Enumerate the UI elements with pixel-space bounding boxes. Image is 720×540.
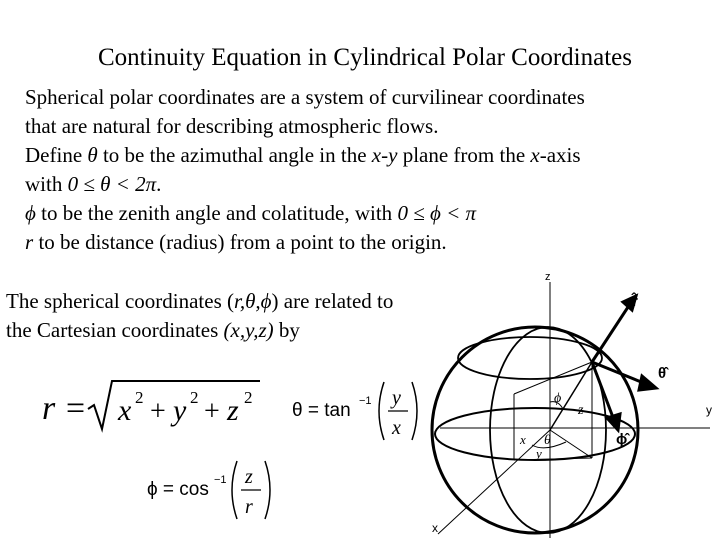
spherical-coordinates-figure [420,262,720,540]
projection-box-top [514,362,592,394]
plane-text: plane from the [397,143,531,167]
r-formula [38,375,268,435]
slide-title: Continuity Equation in Cylindrical Polar Coordinates [98,44,632,71]
phi-formula-inverse: −1 [214,474,227,486]
theta-angle-label: θ [544,433,551,448]
r-formula-y-sq: 2 [190,388,199,407]
x-axis-label: x [432,521,438,535]
theta-hat-arrowhead [639,376,656,390]
r-hat-label: r̂ [632,293,638,310]
phi-angle-label: ϕ [554,391,562,406]
relation-line-2 [6,316,476,345]
r-formula-y: y [173,394,187,427]
r-formula-x-sq: 2 [135,388,144,407]
paragraph-line-3 [25,141,715,170]
paragraph-line-6 [25,228,715,257]
r-formula-x: x [118,394,132,427]
phi-numerator: z [245,466,253,488]
theta-symbol: θ [87,143,98,167]
intro-paragraph [25,83,715,257]
r-formula-plus-1: + [150,396,166,427]
r-hat-vector [592,304,630,362]
relation-text-c: ) are related to [271,289,394,313]
theta-formula-lhs: θ = tan [292,400,351,421]
y-component-label: y [536,446,542,461]
r-formula-plus-2: + [204,396,220,427]
relation-text-d: the Cartesian coordinates [6,318,224,342]
paragraph-line-4 [25,170,715,199]
phi-formula [143,457,283,523]
phi-range: 0 ≤ ϕ < π [397,201,477,225]
x-axis-letter: x [530,143,540,167]
relation-text-a: The spherical coordinates ( [6,289,234,313]
right-paren [412,382,417,440]
theta-range: 0 ≤ θ < 2π [67,172,157,196]
radius-text: to be distance (radius) from a point to the origin. [33,230,447,254]
phi-denominator: r [245,496,253,518]
relation-text-by: by [273,318,300,342]
period: . [156,172,162,196]
left-paren [232,461,237,519]
paragraph-line-5 [25,199,715,228]
relation-text [6,287,476,345]
paragraph-line-2: that are natural for describing atmospheric flows. [25,114,439,138]
spherical-tuple: r,θ,ϕ [234,289,272,313]
theta-formula-inverse: −1 [359,395,372,407]
theta-hat-label: θ̂ [658,365,667,382]
with-text: with [25,172,68,196]
z-component-label: z [578,403,584,418]
cartesian-tuple: (x,y,z) [223,318,274,342]
phi-formula-lhs: ϕ = cos [147,479,209,500]
meridian-ellipse [490,327,606,533]
phi-symbol: ϕ [25,201,36,225]
define-word: Define [25,143,83,167]
x-component-label: x [520,432,526,447]
xy-plane-label: x-y [371,143,398,167]
r-formula-z-sq: 2 [244,388,253,407]
axis-text: -axis [539,143,581,167]
zenith-text: to be the zenith angle and colatitude, with [35,201,398,225]
r-formula-lhs: r = [42,390,87,427]
theta-formula [288,378,428,444]
azimuth-text: to be the azimuthal angle in the [97,143,372,167]
left-paren [379,382,384,440]
z-axis-label: z [545,271,551,283]
paragraph-line-1: Spherical polar coordinates are a system of curvilinear coordinates [25,85,585,109]
right-paren [265,461,270,519]
projection-line [550,430,592,458]
theta-denominator: x [392,417,401,439]
phi-hat-label: ϕ̂ [616,431,628,448]
r-symbol: r [25,230,34,254]
y-axis-label: y [706,403,712,417]
sphere-outline [432,327,638,533]
relation-line-1 [6,287,476,316]
theta-numerator: y [392,387,401,409]
r-formula-z: z [227,394,239,427]
